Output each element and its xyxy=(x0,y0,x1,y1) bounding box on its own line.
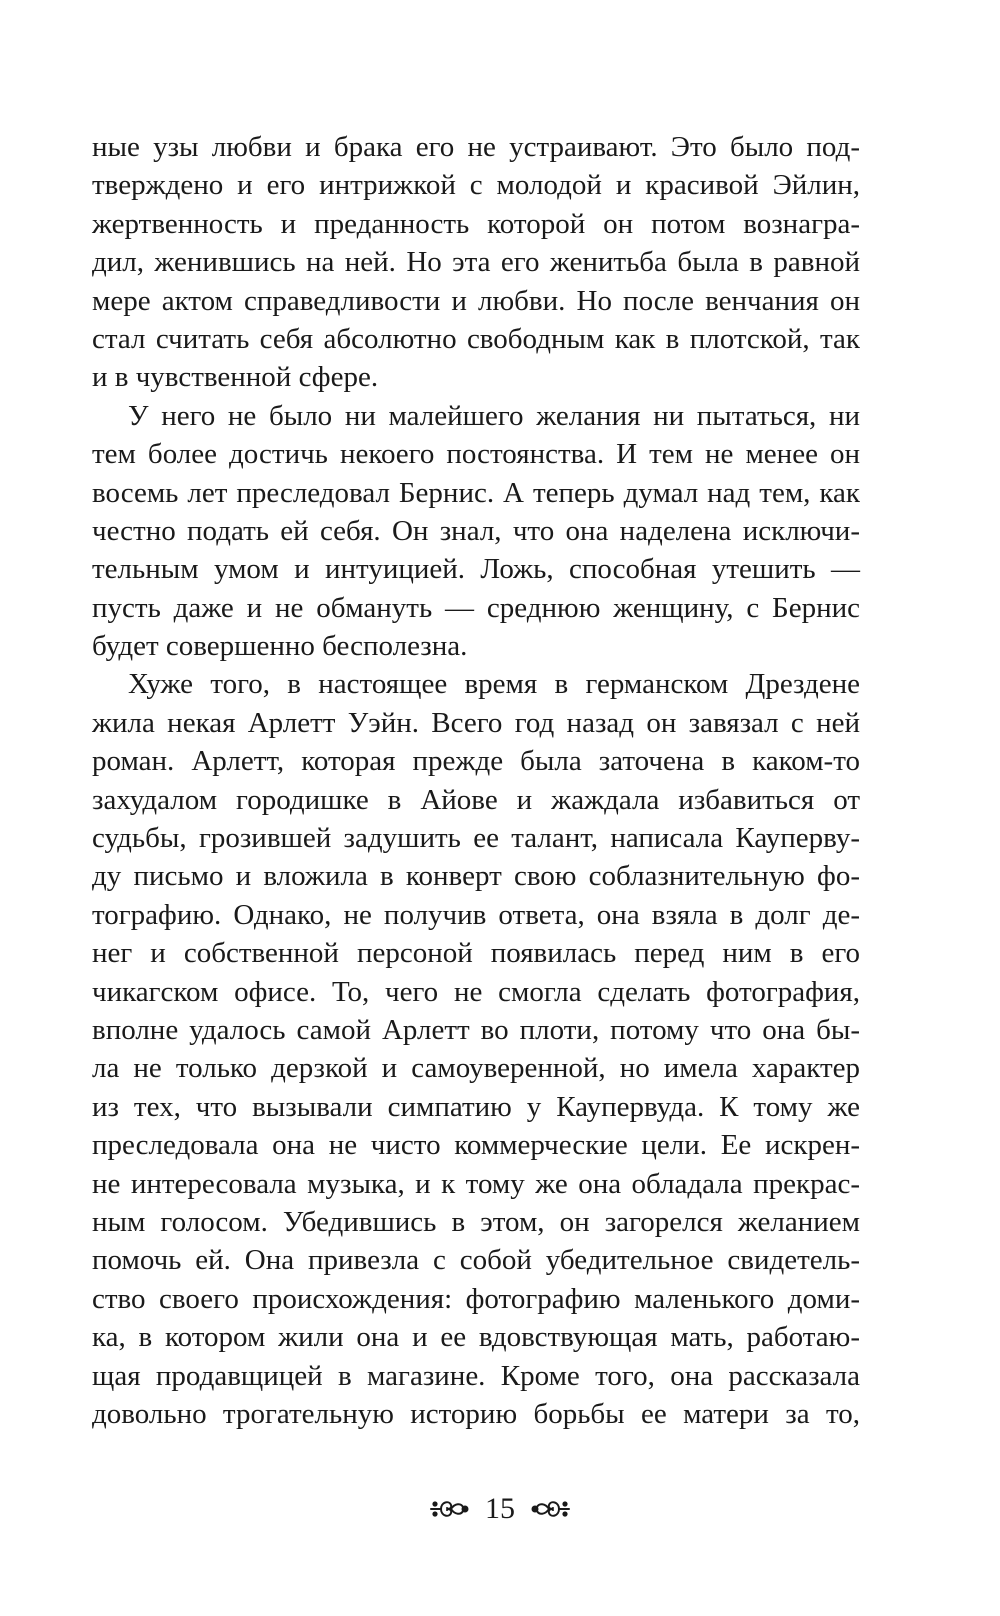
text-line: мере актом справедливости и любви. Но после венчания он xyxy=(92,284,860,317)
text-line: тверждено и его интрижкой с молодой и красивой Эйлин, xyxy=(92,169,860,202)
text-line: тельным умом и интуицией. Ложь, способная утешить — xyxy=(92,553,860,586)
text-line: жертвенность и преданность которой он потом вознагра- xyxy=(92,207,860,240)
text-line: тем более достичь некоего постоянства. И тем не менее он xyxy=(92,438,860,471)
text-line: вполне удалось самой Арлетт во плоти, потому что она бы- xyxy=(92,1013,860,1046)
text-line: ла не только дерзкой и самоуверенной, но имела характер xyxy=(92,1052,860,1085)
text-line: будет совершенно бесполезна. xyxy=(92,630,468,663)
text-line: щая продавщицей в магазине. Кроме того, она рассказала xyxy=(92,1359,860,1392)
text-line: помочь ей. Она привезла с собой убедительное свидетель- xyxy=(92,1244,860,1277)
text-line: нег и собственной персоной появилась перед ним в его xyxy=(92,937,860,970)
text-line: тографию. Однако, не получив ответа, она взяла в долг де- xyxy=(92,898,860,931)
text-line: и в чувственной сфере. xyxy=(92,361,379,394)
text-line: восемь лет преследовал Бернис. А теперь думал над тем, как xyxy=(92,476,860,509)
page-footer xyxy=(0,1487,1000,1531)
text-line: преследовала она не чисто коммерческие цели. Ее искрен- xyxy=(92,1129,860,1162)
text-line: ным голосом. Убедившись в этом, он загорелся желанием xyxy=(92,1205,860,1238)
page-number: 15 xyxy=(485,1492,515,1525)
page-text-block xyxy=(92,128,860,1433)
text-line: роман. Арлетт, которая прежде была заточена в каком-то xyxy=(92,745,860,778)
text-line: ка, в котором жили она и ее вдовствующая мать, работаю- xyxy=(92,1321,860,1354)
paragraph xyxy=(92,397,860,666)
text-line: У него не было ни малейшего желания ни пытаться, ни xyxy=(128,399,860,432)
text-line: довольно трогательную историю борьбы ее матери за то, xyxy=(92,1397,860,1430)
text-line: стал считать себя абсолютно свободным как в плотской, так xyxy=(92,322,860,355)
text-line: ные узы любви и брака его не устраивают. Это было под- xyxy=(92,131,860,163)
floral-ornament-icon xyxy=(531,1495,571,1523)
text-line: честно подать ей себя. Он знал, что она наделена исключи- xyxy=(92,514,860,547)
text-line: жила некая Арлетт Уэйн. Всего год назад он завязал с ней xyxy=(92,706,860,739)
text-line: из тех, что вызывали симпатию у Каупервуда. К тому же xyxy=(92,1090,860,1123)
text-line: захудалом городишке в Айове и жаждала избавиться от xyxy=(92,783,860,816)
text-line: пусть даже и не обмануть — среднюю женщину, с Бернис xyxy=(92,591,860,624)
text-line: не интересовала музыка, и к тому же она обладала прекрас- xyxy=(92,1167,860,1200)
text-line: чикагском офисе. То, чего не смогла сделать фотография, xyxy=(92,975,860,1008)
floral-ornament-icon xyxy=(429,1495,469,1523)
paragraph xyxy=(92,128,860,397)
text-line: ду письмо и вложила в конверт свою соблазнительную фо- xyxy=(92,860,860,893)
text-line: Хуже того, в настоящее время в германском Дрездене xyxy=(128,668,860,701)
paragraph xyxy=(92,665,860,1433)
text-line: ство своего происхождения: фотографию маленького доми- xyxy=(92,1282,860,1315)
text-line: судьбы, грозившей задушить ее талант, написала Кауперву- xyxy=(92,822,860,855)
text-line: дил, женившись на ней. Но эта его женитьба была в равной xyxy=(92,246,860,279)
